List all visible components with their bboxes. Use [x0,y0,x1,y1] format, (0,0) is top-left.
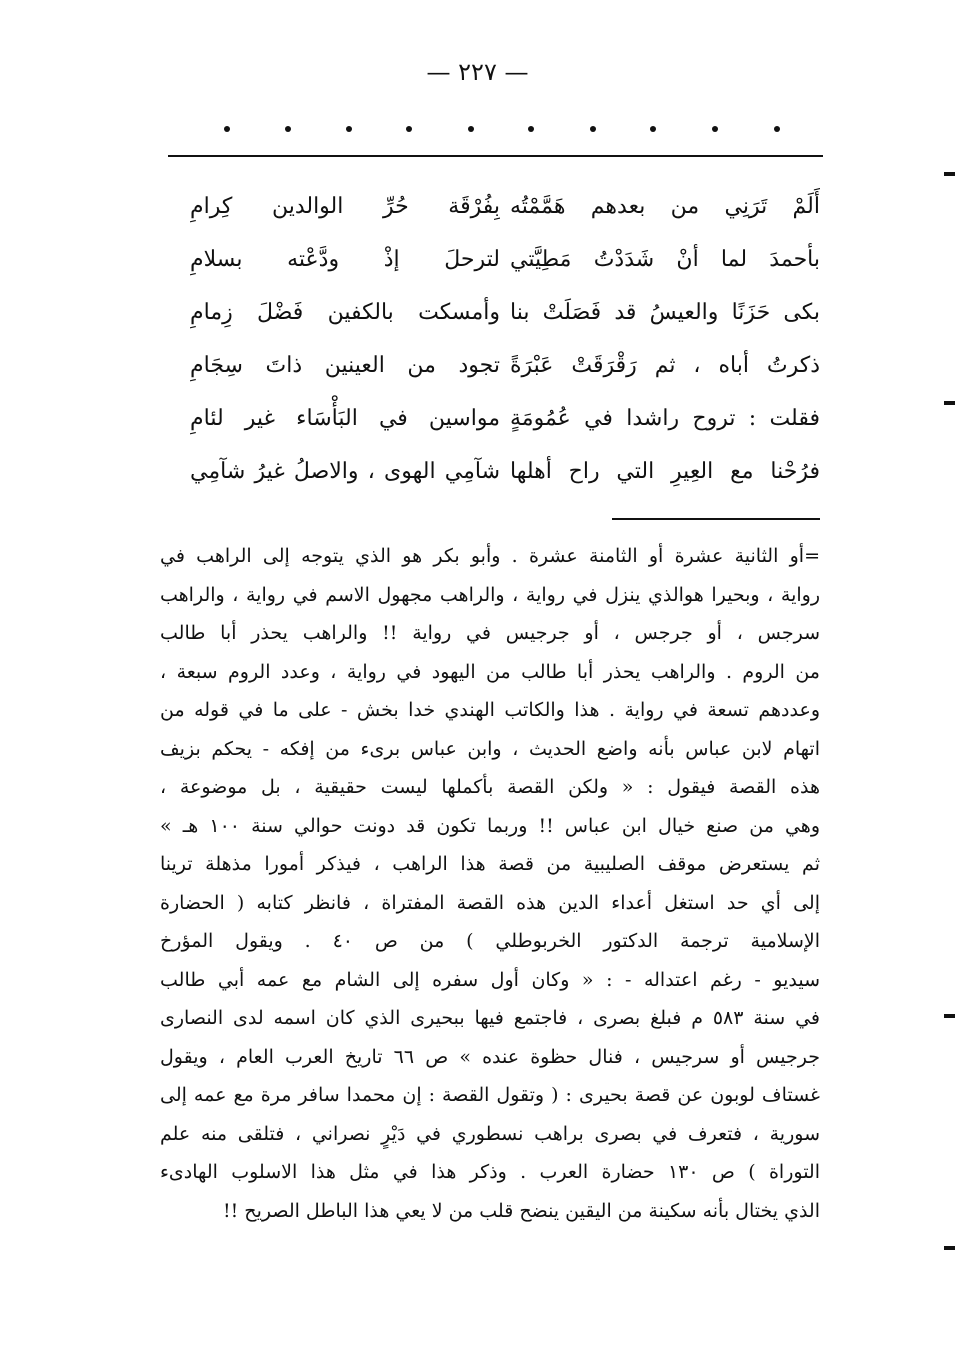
footnote [160,537,820,1230]
footnote-line: هذه القصة فيقول : « ولكن القصة بأكملها ليست حقيقية ، بل موضوعة ، [160,776,820,798]
footnote-line: وعددهم تسعة في رواية . هذا والكاتب الهندي خدا بخش - على ما في قوله من [160,699,820,721]
separator-dot [590,126,596,132]
hemistich: شآمِي الهوى ، والاصلُ غيرُ شآمِي [190,459,500,484]
footnote-line: التوراة ) ص ١٣٠ حضارة العرب . وذكر هذا في مثل هذا الاسلوب الهادىء [160,1161,820,1183]
margin-mark [944,172,955,176]
separator-dot [346,126,352,132]
margin-mark [944,1014,955,1018]
footnote-line: جرجيس أو سرجيس ، فنال حظوة عنده » ص ٦٦ تاريخ العرب العام ، ويقول [160,1045,820,1068]
footnote-line: سورية ، فتعرف في بصرى براهب نسطوري في دَيْرٍ نصراني ، فتلقى منه علم [160,1122,820,1145]
poem [160,180,820,500]
separator-dot [528,126,534,132]
hemistich: بأحمدَ لما أنْ شَدَدْتُ مَطِيَّتي [510,247,820,272]
hemistich: بكى حَزَنًا والعيسُ قد فَصَلَتْ بنا [510,300,820,325]
margin-mark [944,1246,955,1250]
hemistich: تجود من العينين ذاتَ سِجَامِ [190,353,500,378]
footnote-line: الإسلامية ترجمة الدكتور الخربوطلي ) من ص ٤٠ . ويقول المؤرخ [160,930,820,952]
poem-second-hemistichs [190,180,500,498]
separator-dot [468,126,474,132]
footnote-line: اتهام لابن عباس بأنه واضع الحديث ، وابن عباس برىء من إفكه - يحكم بزيف [160,737,820,760]
footnote-line: رواية ، وبحيرا هوالذي ينزل في رواية ، والراهب مجهول الاسم في رواية ، والراهب [160,583,820,606]
margin-mark [944,401,955,405]
footnote-line: سيديو - رغم اعتداله - : « وكان أول سفره إلى الشام مع عمه أبي طالب [160,968,820,991]
footnote-line: =أو الثانية عشرة أو الثامنة عشرة . وأبو بكر هو الذي يتوجه إلى الراهب في [160,545,820,567]
separator-dot [406,126,412,132]
footnote-line: وهي من صنع خيال ابن عباس !! وربما تكون قد دونت حوالي سنة ١٠٠ هـ » [160,814,820,837]
footnote-rule [612,518,820,520]
hemistich: فرُحْنا مع العِيرِ التي راح أهلها [510,459,820,484]
footnote-line: في سنة ٥٨٣ م فبلغ بصرى ، فاجتمع فيها ببحيرى الذي كان اسمه لدى النصارى [160,1007,820,1029]
hemistich: لترحلَ إذْ ودَّعْته بسلامِ [190,247,500,272]
footnote-line: ثم يستعرض موقف الصليبية من قصة هذا الراهب ، فيذكر أمورا مذهلة ترينا [160,853,820,875]
hemistich: مواسين في البَأْسَاء غير لئامِ [190,406,500,431]
separator-dot [224,126,230,132]
hemistich: ذكرتُ أباه ، ثم رَقْرَقَتْ عَبْرَةً [510,353,820,378]
separator-dot [712,126,718,132]
hemistich: فقلت : تروح راشدا في عُمُومَةٍ [510,406,820,431]
separator-dot [285,126,291,132]
poem-first-hemistichs [510,180,820,498]
poem-top-rule [168,155,823,157]
footnote-line: سرجس ، أو جرجس ، أو جرجيس في رواية !! والراهب يحذر أبا طالب [160,622,820,644]
hemistich: وأمسكت بالكفين فَضْلَ زِمامِ [190,300,500,325]
footnote-line: الذي يختال بأنه سكينة من اليقين ينضح قلب من لا يعي هذا الباطل الصريح !! [223,1199,820,1222]
footnote-line: غستاف لوبون عن قصة بحيرى : ( وتقول القصة : إن محمدا سافر مرة مع عمه إلى [160,1084,820,1106]
verse-separator-dots [200,120,800,140]
footnote-line: من الروم . والراهب يحذر أبا طالب من اليهود في رواية ، وعدد الروم سبعة ، [160,660,820,683]
separator-dot [650,126,656,132]
separator-dot [774,126,780,132]
page-number: — ٢٢٧ — [426,58,529,86]
hemistich: بِفُرْقَة حُرِّ الوالدين كِرامِ [190,194,500,219]
hemistich: أَلَمْ تَرَنِي من بعدهم هَمَّمْتُه [510,194,820,219]
footnote-line: إلى أي حد استغل أعداء الدين هذه القصة المفتراة ، فانظر كتابه ( الحضارة [160,891,820,914]
